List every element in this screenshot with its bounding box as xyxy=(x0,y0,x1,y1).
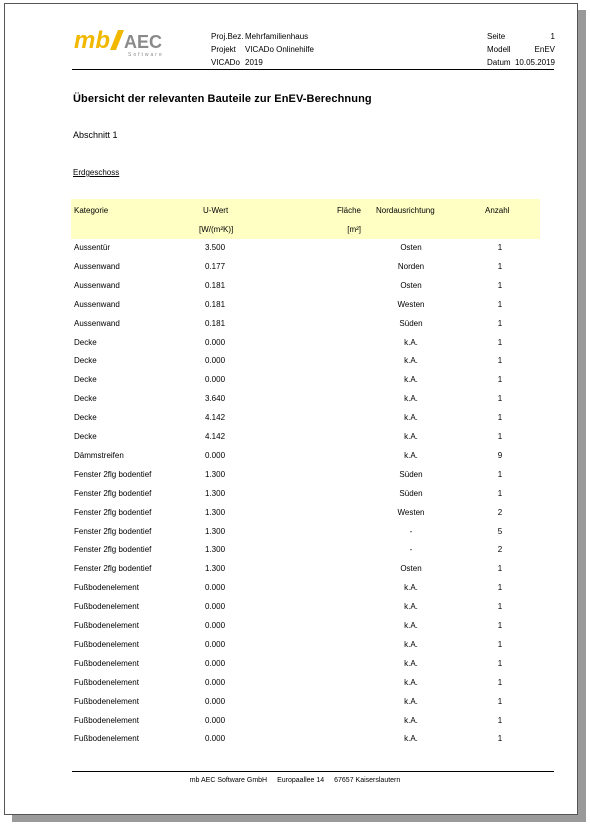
cell-kategorie: Fenster 2flg bodentief xyxy=(74,545,152,554)
modell-label: Modell xyxy=(487,45,511,54)
cell-uwert: 0.000 xyxy=(205,640,226,649)
footer-divider xyxy=(72,771,554,772)
cell-nordausrichtung: k.A. xyxy=(404,356,418,365)
vicado-label: VICADo xyxy=(211,58,240,67)
cell-nordausrichtung: k.A. xyxy=(404,451,418,460)
cell-anzahl: 2 xyxy=(497,545,503,554)
cell-uwert: 0.000 xyxy=(205,716,226,725)
cell-anzahl: 1 xyxy=(497,243,503,252)
vicado-value: 2019 xyxy=(245,58,263,67)
cell-nordausrichtung: Osten xyxy=(400,243,422,252)
cell-anzahl: 1 xyxy=(497,621,503,630)
cell-uwert: 0.000 xyxy=(205,734,226,743)
modell-row xyxy=(487,43,555,56)
unit-uwert: [W/(m²K)] xyxy=(199,225,234,234)
cell-nordausrichtung: k.A. xyxy=(404,394,418,403)
cell-kategorie: Fenster 2flg bodentief xyxy=(74,508,152,517)
cell-anzahl: 1 xyxy=(497,470,503,479)
cell-kategorie: Aussentür xyxy=(74,243,111,252)
proj-bez-label: Proj.Bez. xyxy=(211,32,244,41)
cell-anzahl: 1 xyxy=(497,602,503,611)
cell-nordausrichtung: Süden xyxy=(399,319,423,328)
cell-anzahl: 2 xyxy=(497,508,503,517)
proj-bez-row xyxy=(211,30,314,43)
cell-nordausrichtung: k.A. xyxy=(404,602,418,611)
cell-uwert: 1.300 xyxy=(205,527,226,536)
projekt-label: Projekt xyxy=(211,45,236,54)
cell-uwert: 4.142 xyxy=(205,413,226,422)
seite-row xyxy=(487,30,555,43)
cell-kategorie: Decke xyxy=(74,432,97,441)
section-label: Abschnitt 1 xyxy=(73,130,118,140)
logo-aec-text: AEC xyxy=(124,32,163,52)
cell-uwert: 3.500 xyxy=(205,243,226,252)
page-meta xyxy=(487,30,555,69)
footer-city: 67657 Kaiserslautern xyxy=(334,777,401,784)
datum-value: 10.05.2019 xyxy=(514,58,555,67)
cell-anzahl: 1 xyxy=(497,262,503,271)
cell-anzahl: 1 xyxy=(497,413,503,422)
cell-kategorie: Decke xyxy=(74,356,97,365)
cell-nordausrichtung: k.A. xyxy=(404,640,418,649)
cell-nordausrichtung: k.A. xyxy=(404,621,418,630)
cell-anzahl: 1 xyxy=(497,734,503,743)
cell-anzahl: 1 xyxy=(497,300,503,309)
cell-nordausrichtung: k.A. xyxy=(404,734,418,743)
projekt-row xyxy=(211,43,314,56)
cell-kategorie: Fußbodenelement xyxy=(74,621,139,630)
cell-anzahl: 1 xyxy=(497,394,503,403)
cell-uwert: 4.142 xyxy=(205,432,226,441)
cell-nordausrichtung: Osten xyxy=(400,564,422,573)
cell-uwert: 1.300 xyxy=(205,545,226,554)
unit-flaeche: [m²] xyxy=(347,225,361,234)
cell-kategorie: Aussenwand xyxy=(74,300,120,309)
cell-anzahl: 1 xyxy=(497,281,503,290)
col-header-flaeche: Fläche xyxy=(336,206,361,215)
modell-value: EnEV xyxy=(534,45,555,54)
cell-kategorie: Dämmstreifen xyxy=(74,451,124,460)
cell-anzahl: 1 xyxy=(497,375,503,384)
cell-nordausrichtung: k.A. xyxy=(404,697,418,706)
floor-label: Erdgeschoss xyxy=(73,168,120,177)
cell-kategorie: Fußbodenelement xyxy=(74,716,139,725)
proj-bez-value: Mehrfamilienhaus xyxy=(245,32,309,41)
cell-nordausrichtung: Süden xyxy=(399,489,423,498)
projekt-value: VICADo Onlinehilfe xyxy=(245,45,314,54)
cell-nordausrichtung: k.A. xyxy=(404,432,418,441)
cell-uwert: 0.000 xyxy=(205,356,226,365)
cell-uwert: 1.300 xyxy=(205,508,226,517)
footer-street: Europaallee 14 xyxy=(277,777,325,784)
document-title: Übersicht der relevanten Bauteile zur EnEV-Berechnung xyxy=(73,93,372,105)
datum-row xyxy=(487,56,555,69)
cell-nordausrichtung: - xyxy=(409,545,413,554)
col-header-kategorie: Kategorie xyxy=(74,206,109,215)
cell-uwert: 0.000 xyxy=(205,697,226,706)
cell-kategorie: Fußbodenelement xyxy=(74,678,139,687)
cell-nordausrichtung: Norden xyxy=(397,262,425,271)
cell-uwert: 1.300 xyxy=(205,489,226,498)
col-header-anzahl: Anzahl xyxy=(485,206,510,215)
cell-anzahl: 1 xyxy=(497,659,503,668)
cell-anzahl: 1 xyxy=(497,432,503,441)
footer-company: mb AEC Software GmbH xyxy=(189,777,268,784)
cell-kategorie: Fußbodenelement xyxy=(74,659,139,668)
seite-label: Seite xyxy=(487,32,506,41)
cell-nordausrichtung: k.A. xyxy=(404,678,418,687)
cell-uwert: 0.181 xyxy=(205,319,226,328)
cell-kategorie: Decke xyxy=(74,375,97,384)
cell-anzahl: 5 xyxy=(497,527,503,536)
cell-anzahl: 9 xyxy=(497,451,503,460)
cell-nordausrichtung: k.A. xyxy=(404,583,418,592)
table-header xyxy=(71,199,540,239)
cell-uwert: 0.181 xyxy=(205,300,226,309)
cell-kategorie: Fußbodenelement xyxy=(74,583,139,592)
cell-uwert: 0.000 xyxy=(205,678,226,687)
datum-label: Datum xyxy=(487,58,511,67)
cell-anzahl: 1 xyxy=(497,583,503,592)
cell-anzahl: 1 xyxy=(497,678,503,687)
page-footer xyxy=(0,777,590,784)
logo-graphic xyxy=(72,26,172,60)
cell-nordausrichtung: Süden xyxy=(399,470,423,479)
cell-kategorie: Fenster 2flg bodentief xyxy=(74,564,152,573)
cell-kategorie: Aussenwand xyxy=(74,281,120,290)
cell-kategorie: Fenster 2flg bodentief xyxy=(74,470,152,479)
cell-kategorie: Aussenwand xyxy=(74,319,120,328)
cell-uwert: 0.000 xyxy=(205,602,226,611)
cell-uwert: 0.000 xyxy=(205,659,226,668)
cell-kategorie: Fenster 2flg bodentief xyxy=(74,489,152,498)
cell-kategorie: Fußbodenelement xyxy=(74,697,139,706)
cell-anzahl: 1 xyxy=(497,356,503,365)
company-logo xyxy=(72,26,172,60)
cell-kategorie: Decke xyxy=(74,394,97,403)
logo-sub-text: Software xyxy=(128,52,164,58)
vicado-row xyxy=(211,56,314,69)
cell-anzahl: 1 xyxy=(497,319,503,328)
cell-anzahl: 1 xyxy=(497,697,503,706)
cell-kategorie: Fußbodenelement xyxy=(74,602,139,611)
cell-uwert: 0.000 xyxy=(205,621,226,630)
cell-anzahl: 1 xyxy=(497,489,503,498)
cell-uwert: 0.000 xyxy=(205,451,226,460)
header-divider xyxy=(72,69,554,70)
cell-nordausrichtung: k.A. xyxy=(404,413,418,422)
cell-nordausrichtung: - xyxy=(409,527,413,536)
cell-kategorie: Fußbodenelement xyxy=(74,734,139,743)
col-header-uwert: U-Wert xyxy=(203,206,229,215)
cell-nordausrichtung: Westen xyxy=(397,300,425,309)
cell-nordausrichtung: k.A. xyxy=(404,659,418,668)
cell-uwert: 0.000 xyxy=(205,375,226,384)
cell-uwert: 0.177 xyxy=(205,262,226,271)
logo-slash xyxy=(110,30,124,50)
cell-uwert: 1.300 xyxy=(205,470,226,479)
cell-anzahl: 1 xyxy=(497,640,503,649)
cell-anzahl: 1 xyxy=(497,564,503,573)
cell-kategorie: Decke xyxy=(74,338,97,347)
cell-anzahl: 1 xyxy=(497,338,503,347)
cell-uwert: 3.640 xyxy=(205,394,226,403)
cell-kategorie: Fußbodenelement xyxy=(74,640,139,649)
cell-uwert: 0.000 xyxy=(205,583,226,592)
cell-uwert: 1.300 xyxy=(205,564,226,573)
document-page xyxy=(4,3,578,815)
logo-mb-text: mb xyxy=(74,27,110,54)
seite-value: 1 xyxy=(550,32,555,41)
col-header-nordausrichtung: Nordausrichtung xyxy=(376,206,435,215)
cell-nordausrichtung: Osten xyxy=(400,281,422,290)
cell-kategorie: Fenster 2flg bodentief xyxy=(74,527,152,536)
cell-anzahl: 1 xyxy=(497,716,503,725)
cell-uwert: 0.000 xyxy=(205,338,226,347)
cell-kategorie: Aussenwand xyxy=(74,262,120,271)
cell-nordausrichtung: k.A. xyxy=(404,375,418,384)
cell-uwert: 0.181 xyxy=(205,281,226,290)
cell-nordausrichtung: Westen xyxy=(397,508,425,517)
cell-nordausrichtung: k.A. xyxy=(404,716,418,725)
project-meta xyxy=(211,30,314,69)
cell-kategorie: Decke xyxy=(74,413,97,422)
cell-nordausrichtung: k.A. xyxy=(404,338,418,347)
